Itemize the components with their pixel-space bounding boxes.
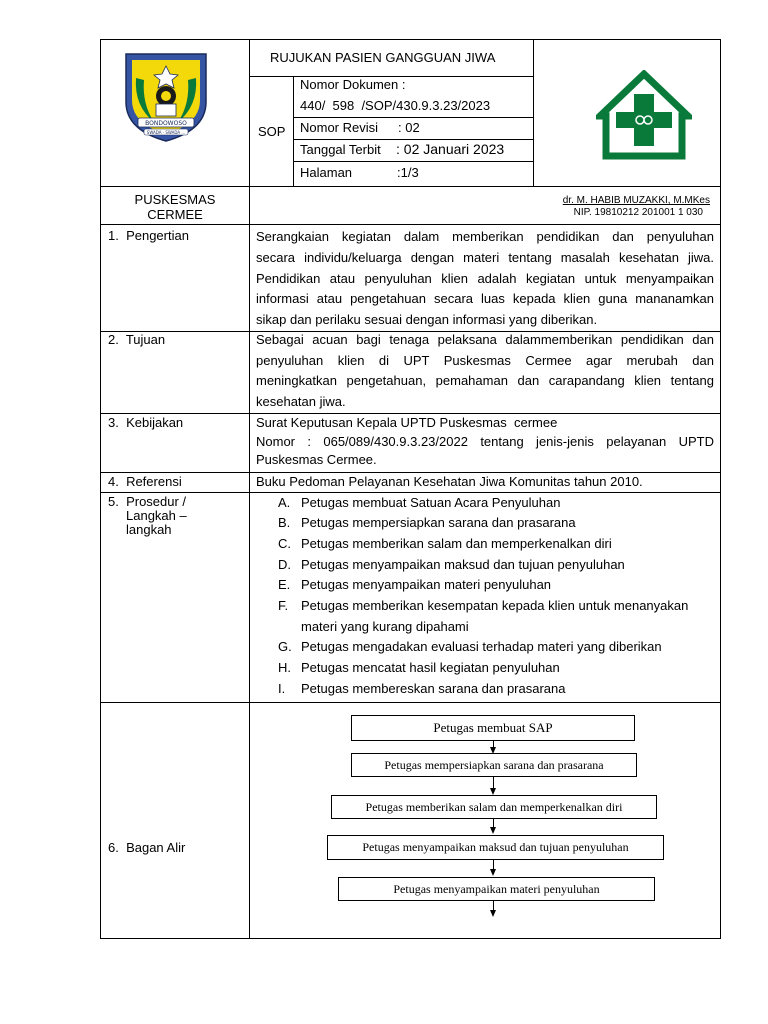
procedure-step-text: Petugas mencatat hasil kegiatan penyuluhan: [301, 660, 560, 675]
tujuan-label: 2. Tujuan: [108, 332, 166, 347]
halaman-value: :1/3: [397, 165, 419, 180]
procedure-step-text: Petugas memberikan kesempatan kepada klien untuk menanyakan: [301, 598, 689, 613]
sop-label: SOP: [258, 124, 286, 139]
tujuan-line: meningkatkan pengetahuan, pemahaman dan carapandang klien tentang: [256, 373, 714, 388]
logo-divider: [533, 39, 534, 186]
procedure-step-text: Petugas membereskan sarana dan prasarana: [301, 681, 566, 696]
puskesmas-logo: [596, 70, 692, 160]
col-divider: [249, 39, 250, 939]
flowchart-step: Petugas mempersiapkan sarana dan prasarana: [351, 753, 637, 777]
bagan-alir-label: 6. Bagan Alir: [108, 840, 186, 855]
tujuan-line: penyuluhan klien di UPT Puskesmas Cermee agar merubah dan: [256, 352, 714, 368]
kebijakan-line: Surat Keputusan Kepala UPTD Puskesmas cermee: [256, 415, 558, 430]
prosedur-label: [108, 495, 187, 537]
pengertian-content: [256, 227, 714, 331]
org-name: [101, 192, 249, 222]
row4-bottom: [100, 492, 721, 493]
org-name-line1: PUSKESMAS: [134, 192, 216, 207]
procedure-step-text: Petugas mempersiapkan sarana dan prasarana: [301, 515, 576, 530]
procedure-step-letter: G.: [278, 639, 292, 654]
sop-divider: [293, 76, 294, 186]
header-divider-4: [293, 161, 533, 162]
procedure-step-letter: E.: [278, 577, 291, 592]
nomor-revisi-value: : 02: [398, 120, 420, 135]
border-bottom: [100, 938, 721, 939]
procedure-step-letter: F.: [278, 598, 289, 613]
prosedur-label-line2: Langkah –: [126, 508, 187, 523]
nomor-dokumen-label: Nomor Dokumen :: [300, 77, 406, 92]
document-title: RUJUKAN PASIEN GANGGUAN JIWA: [270, 50, 496, 65]
procedure-step-text: Petugas membuat Satuan Acara Penyuluhan: [301, 495, 561, 510]
procedure-step-text: Petugas menyampaikan materi penyuluhan: [301, 577, 552, 592]
border-left: [100, 39, 101, 939]
procedure-step-text: Petugas mengadakan evaluasi terhadap materi yang diberikan: [301, 639, 662, 654]
procedure-step-text: materi yang kurang dipahami: [301, 619, 469, 634]
header-divider-2: [293, 117, 533, 118]
flowchart-arrow-head: [490, 788, 496, 795]
puskesmas-logo-mark: [600, 74, 688, 156]
header-divider-3: [293, 139, 533, 140]
nomor-revisi-label: Nomor Revisi: [300, 120, 379, 135]
kebijakan-content: [256, 414, 714, 470]
procedure-step-letter: B.: [278, 515, 291, 530]
referensi-label: 4. Referensi: [108, 474, 182, 489]
procedure-step-letter: I.: [278, 681, 286, 696]
procedure-step-letter: C.: [278, 536, 291, 551]
org-row-bottom: [100, 224, 721, 225]
header-bottom: [100, 186, 721, 187]
bondowoso-crest-logo: [120, 48, 212, 144]
tujuan-line: kesehatan jiwa.: [256, 393, 346, 409]
kebijakan-line: Nomor : 065/089/430.9.3.23/2022 tentang jenis-jenis pelayanan UPTD: [256, 433, 714, 449]
signer-nip: NIP. 19810212 201001 1 030: [573, 207, 703, 218]
signer-name: dr. M. HABIB MUZAKKI, M.MKes: [562, 195, 710, 206]
prosedur-label-line1: 5. Prosedur /: [108, 494, 187, 509]
kebijakan-label: 3. Kebijakan: [108, 415, 184, 430]
tujuan-content: [256, 330, 714, 412]
flowchart-step: Petugas menyampaikan materi penyuluhan: [338, 877, 655, 901]
tanggal-terbit-value: : 02 Januari 2023: [396, 141, 505, 157]
flowchart-step: Petugas memberikan salam dan memperkenalkan diri: [331, 795, 657, 819]
flowchart-arrow-head: [490, 869, 496, 876]
procedure-step-text: Petugas memberikan salam dan memperkenalkan diri: [301, 536, 612, 551]
pengertian-line: secara individu/keluarga dengan materi tentang masalah kesehatan jiwa.: [256, 249, 714, 265]
pengertian-line: sikap dan perilaku sesuai dengan informasi yang diberikan.: [256, 312, 598, 328]
prosedur-label-line3: langkah: [126, 522, 172, 537]
org-name-line2: CERMEE: [147, 207, 203, 222]
flowchart-step: Petugas membuat SAP: [351, 715, 635, 741]
procedure-step-letter: H.: [278, 660, 291, 675]
flowchart-arrow-head: [490, 910, 496, 917]
procedure-step-text: Petugas menyampaikan maksud dan tujuan penyuluhan: [301, 557, 625, 572]
tujuan-line: Sebagai acuan bagi tenaga pelaksana dalammemberikan pendidikan dan: [256, 332, 714, 347]
crest-ribbon-bottom-text: SWADA · SWADA ...: [146, 130, 186, 135]
procedure-step-letter: D.: [278, 557, 291, 572]
nomor-dokumen-value: 440/ 598 /SOP/430.9.3.23/2023: [300, 98, 491, 113]
halaman-label: Halaman: [300, 165, 353, 180]
flowchart-step: Petugas menyampaikan maksud dan tujuan penyuluhan: [327, 835, 664, 860]
pengertian-line: Serangkaian kegiatan dalam memberikan pendidikan dan penyuluhan: [256, 229, 714, 244]
border-right: [720, 39, 721, 939]
pengertian-line: informasi atau pengetahuan secara luas kepada klien guna mananamkan: [256, 291, 714, 307]
procedure-step-letter: A.: [278, 495, 291, 510]
kebijakan-line: Puskesmas Cermee.: [256, 452, 377, 467]
border-top: [100, 39, 721, 40]
pengertian-line: Pendidikan atau penyuluhan klien adalah kegiatan untuk menyampaikan: [256, 270, 714, 286]
crest-ribbon-text: BONDOWOSO: [145, 120, 187, 127]
crest-gate: [156, 104, 176, 116]
referensi-text: Buku Pedoman Pelayanan Kesehatan Jiwa Komunitas tahun 2010.: [256, 474, 643, 489]
flowchart-arrow-head: [490, 827, 496, 834]
tanggal-terbit-label: Tanggal Terbit: [300, 142, 381, 157]
row3-bottom: [100, 472, 721, 473]
pengertian-label: 1. Pengertian: [108, 228, 189, 243]
row5-bottom: [100, 702, 721, 703]
